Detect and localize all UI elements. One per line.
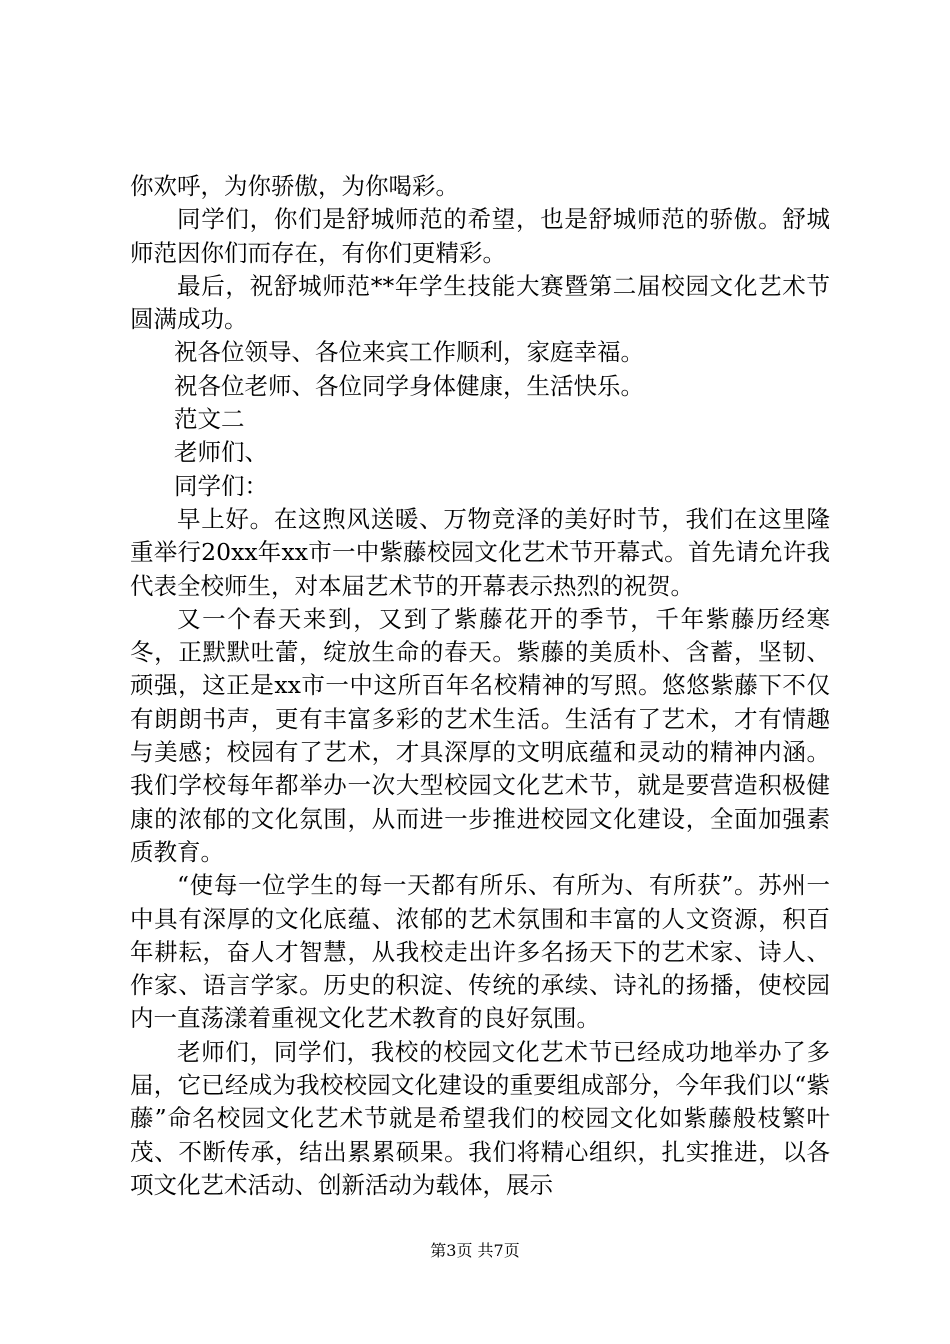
- section-heading-sample-two: 范文二: [174, 405, 245, 434]
- document-body: [130, 170, 830, 1202]
- paragraph-continuation: 你欢呼，为你骄傲，为你喝彩。: [130, 172, 459, 200]
- paragraph-spring-wisteria: 又一个春天来到，又到了紫藤花开的季节，千年紫藤历经寒冬，正默默吐蕾，绽放生命的春天。紫藤的美质朴、含蓄，坚韧、顽强，这正是xx市一中这所百年名校精神的写照。悠悠紫藤下不仅有朗朗书声，更有丰富多彩的艺术生活。生活有了艺术，才有情趣与美感；校园有了艺术，才具深厚的文明底蕴和灵动的精神内涵。我们学校每年都举办一次大型校园文化艺术节，就是要营造积极健康的浓郁的文化氛围，从而进一步推进校园文化建设，全面加强素质教育。: [130, 604, 830, 866]
- paragraph-wish-leaders: 祝各位领导、各位来宾工作顺利，家庭幸福。: [174, 338, 644, 367]
- salutation-teachers: 老师们、: [174, 438, 268, 467]
- paragraph-students-hope: 同学们，你们是舒城师范的希望，也是舒城师范的骄傲。舒城师范因你们而存在，有你们更精彩。: [130, 205, 830, 267]
- paragraph-final-wish: 最后，祝舒城师范**年学生技能大赛暨第二届校园文化艺术节圆满成功。: [130, 271, 830, 334]
- salutation-students: 同学们：: [174, 471, 268, 500]
- paragraph-festival-history: 老师们，同学们，我校的校园文化艺术节已经成功地举办了多届，它已经成为我校校园文化建设的重要组成部分，今年我们以“紫藤”命名校园文化艺术节就是希望我们的校园文化如紫藤般枝繁叶茂、不断传承，结出累累硕果。我们将精心组织，扎实推进，以各项文化艺术活动、创新活动为载体，展示: [130, 1037, 830, 1199]
- paragraph-wish-teachers: 祝各位老师、各位同学身体健康，生活快乐。: [174, 371, 644, 400]
- paragraph-motto: “使每一位学生的每一天都有所乐、有所为、有所获”。苏州一中具有深厚的文化底蕴、浓郁的艺术氛围和丰富的人文资源，积百年耕耘，奋人才智慧，从我校走出许多名扬天下的艺术家、诗人、作家、语言学家。历史的积淀、传统的承续、诗礼的扬播，使校园内一直荡漾着重视文化艺术教育的良好氛围。: [130, 871, 830, 1033]
- paragraph-opening: 早上好。在这煦风送暖、万物竞泽的美好时节，我们在这里隆重举行20xx年xx市一中紫藤校园文化艺术节开幕式。首先请允许我代表全校师生，对本届艺术节的开幕表示热烈的祝贺。: [130, 504, 830, 600]
- page-number-footer: 第3页 共7页: [430, 1241, 520, 1260]
